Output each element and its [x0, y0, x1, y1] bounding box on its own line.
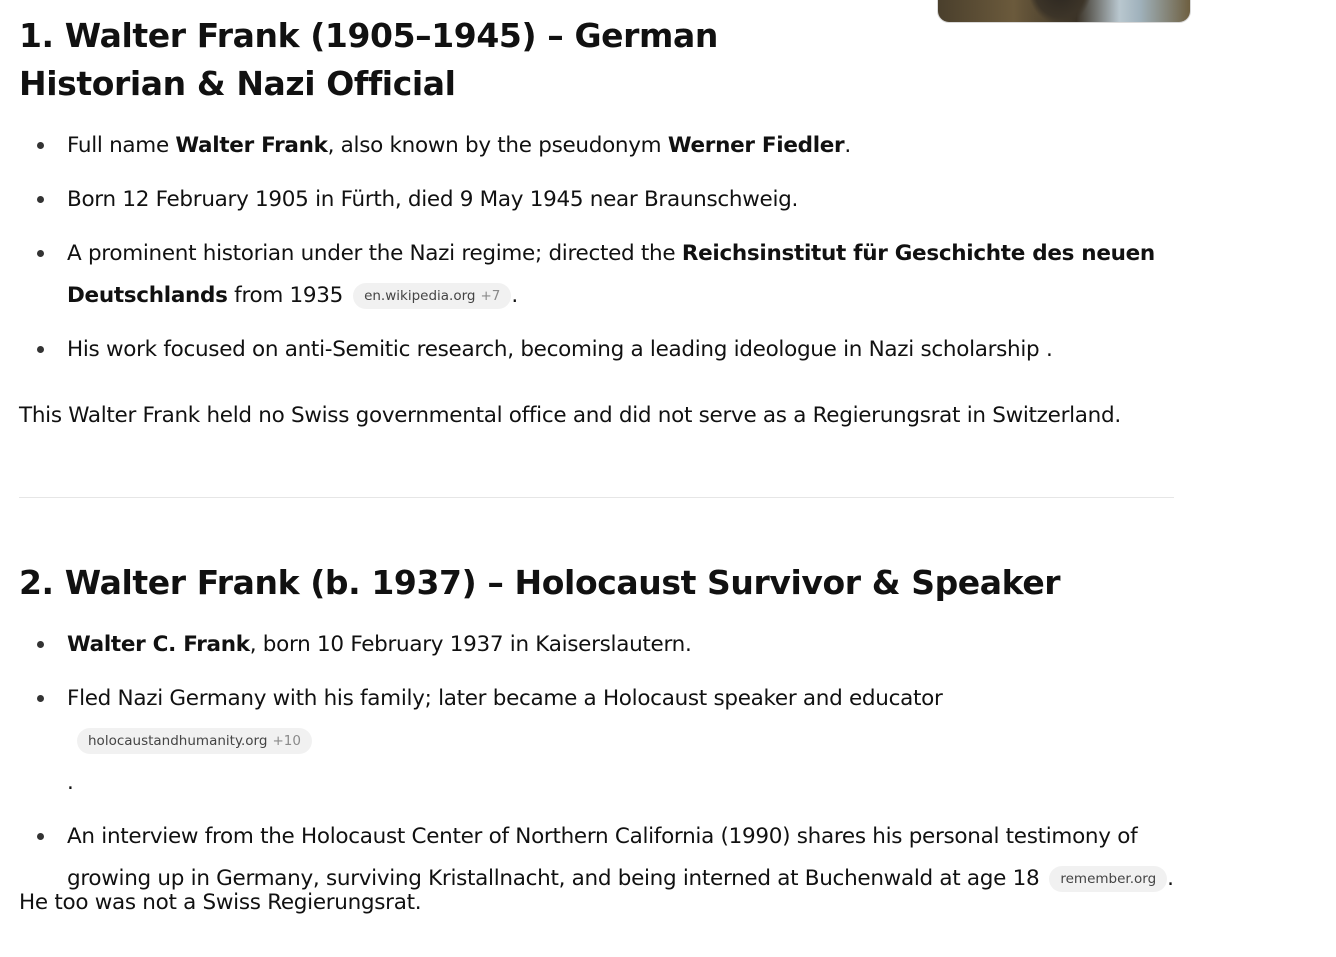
item-bold-text: Walter C. Frank [67, 632, 250, 657]
item-bold-text: Walter Frank [175, 133, 328, 158]
citation-source: holocaustandhumanity.org [88, 733, 268, 749]
item-text: Fled Nazi Germany with his family; later became a Holocaust speaker and educator [67, 686, 943, 711]
portrait-image [1030, 0, 1090, 22]
item-text: . [67, 770, 74, 795]
citation-chip[interactable] [353, 283, 511, 309]
item-text: An interview from the Holocaust Center of Northern California (1990) shares his personal testimony of growing up in Germany, surviving Kristallnacht, and being interned at Buchenwald at age 18 [67, 824, 1138, 891]
section-2-list [19, 624, 1174, 912]
section-divider [19, 497, 1174, 498]
item-text: . [1167, 866, 1174, 891]
list-item [19, 125, 1174, 167]
section-1-note: This Walter Frank held no Swiss governmental office and did not serve as a Regierungsrat in Switzerland. [19, 403, 1121, 428]
list-item [19, 624, 1174, 666]
bullet-icon [37, 196, 44, 203]
citation-chip[interactable] [77, 728, 312, 754]
item-text: . [844, 133, 851, 158]
bullet-icon [37, 250, 44, 257]
item-bold-text: Reichsinstitut für Geschichte des neuen Deutschlands [67, 241, 1155, 308]
bullet-icon [37, 833, 44, 840]
list-item [19, 329, 1174, 371]
bullet-icon [37, 142, 44, 149]
citation-count: +10 [272, 733, 301, 749]
item-text: , also known by the pseudonym [327, 133, 668, 158]
bullet-icon [37, 695, 44, 702]
section-1-list [19, 125, 1174, 383]
bullet-icon [37, 346, 44, 353]
list-item [19, 233, 1174, 317]
item-text: His work focused on anti-Semitic research, becoming a leading ideologue in Nazi scholarship . [67, 337, 1053, 362]
item-text: from 1935 [227, 283, 344, 308]
item-text: Full name [67, 133, 176, 158]
item-text: Born 12 February 1905 in Fürth, died 9 May 1945 near Braunschweig. [67, 187, 799, 212]
citation-source: en.wikipedia.org [364, 288, 476, 304]
citation-count: +7 [480, 288, 501, 304]
list-item [19, 678, 1174, 804]
bullet-icon [37, 641, 44, 648]
item-text: , born 10 February 1937 in Kaiserslautern. [249, 632, 692, 657]
section-2-heading: 2. Walter Frank (b. 1937) – Holocaust Survivor & Speaker [19, 563, 1061, 602]
list-item [19, 179, 1174, 221]
section-2-note: He too was not a Swiss Regierungsrat. [19, 890, 422, 915]
item-text: . [511, 283, 518, 308]
section-1-heading: 1. Walter Frank (1905–1945) – German Historian & Nazi Official [19, 16, 718, 103]
citation-source: remember.org [1060, 871, 1157, 887]
portrait-thumbnail[interactable] [937, 0, 1191, 23]
item-bold-text: Werner Fiedler [667, 133, 845, 158]
item-text: A prominent historian under the Nazi regime; directed the [67, 241, 682, 266]
